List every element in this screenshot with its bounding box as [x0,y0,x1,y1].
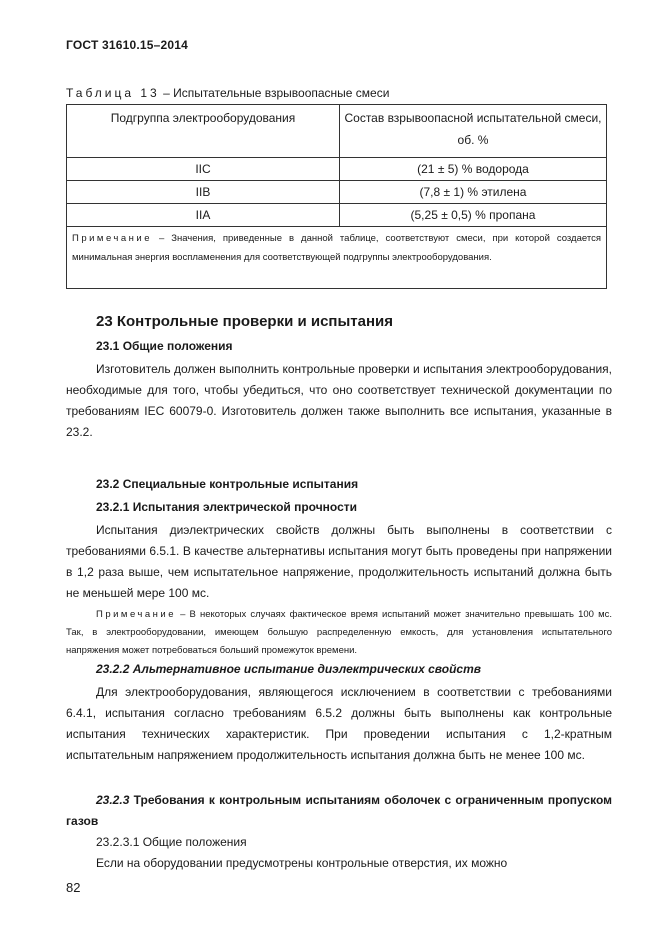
test-mixtures-table [66,104,607,289]
section-23-2-3-number: 23.2.3 [96,793,130,807]
table-caption-text: – Испытательные взрывоопасные смеси [159,86,390,100]
section-23-2-1-text: Испытания диэлектрических свойств должны быть выполнены в соответствии с требованиями 6.5.1. В качестве альтернативы испытания могут быть проведены при напряжении в 1,2 раза выше, чем испытательное напряжение, продолжительность испытаний должна быть не меньшей мере 100 мс. [66,523,612,600]
table-note-label: Примечание [72,233,152,244]
document-header: ГОСТ 31610.15–2014 [66,38,189,52]
table-note-text: – Значения, приведенные в данной таблице, соответствуют смеси, при которой создается минимальная энергия воспламенения для соответствующей подгруппы электрооборудования. [72,233,601,263]
section-23-2-2-title: 23.2.2 Альтернативное испытание диэлектрических свойств [96,662,481,676]
section-23-2-1-title: 23.2.1 Испытания электрической прочности [96,500,358,514]
section-23-2-1-note-text: – В некоторых случаях фактическое время испытаний может значительно превышать 100 мс. Так, в электрооборудовании, имеющем большую распределенную емкость, для установления испытательного напряжения может потребоваться больший промежуток времени. [66,609,612,656]
table-cell-mixture: (21 ± 5) % водорода [340,158,607,181]
section-23-2-1-note [66,606,612,660]
section-23-2-3-title-text: Требования к контрольным испытаниям оболочек с ограниченным пропуском газов [66,793,612,828]
section-23-2-2-text: Для электрооборудования, являющегося исключением в соответствии с требованиями 6.4.1, испытания согласно требованиям 6.5.2 должны быть выполнены как контрольные испытания технических характеристик. При проведении испытания с 1,2-кратным испытательным напряжением продолжительность испытания должна быть не менее 100 мс. [66,685,612,762]
section-23-2-3-title [66,790,612,832]
table-row [67,181,607,204]
section-23-2-1-note-label: Примечание [96,609,176,620]
table-cell-mixture: (5,25 ± 0,5) % пропана [340,204,607,227]
section-23-2-3-1-title: 23.2.3.1 Общие положения [96,835,247,849]
section-23-1-text: Изготовитель должен выполнить контрольные проверки и испытания электрооборудования, необходимые для того, чтобы убедиться, что оно соответствует технической документации по требованиям IEC 60079-0. Изготовитель должен также выполнить все испытания, указанные в 23.2. [66,362,612,439]
section-23-1-title: 23.1 Общие положения [96,339,233,353]
table-cell-group: IIB [67,181,340,204]
table-header-group: Подгруппа электрооборудования [67,105,340,158]
section-23-2-title: 23.2 Специальные контрольные испытания [96,477,359,491]
section-23-2-3-1-text: Если на оборудовании предусмотрены контрольные отверстия, их можно [96,856,508,870]
table-note [67,227,607,289]
table-cell-group: IIA [67,204,340,227]
table-row [67,204,607,227]
table-header-row [67,105,607,158]
table-cell-mixture: (7,8 ± 1) % этилена [340,181,607,204]
table-caption-label: Таблица 13 [66,86,160,100]
section-23-title: 23 Контрольные проверки и испытания [96,313,394,330]
table-header-mixture: Состав взрывоопасной испытательной смеси, об. % [340,105,607,158]
table-caption [66,86,389,100]
page-number: 82 [66,880,81,895]
table-note-row [67,227,607,289]
table-row [67,158,607,181]
table-cell-group: IIC [67,158,340,181]
